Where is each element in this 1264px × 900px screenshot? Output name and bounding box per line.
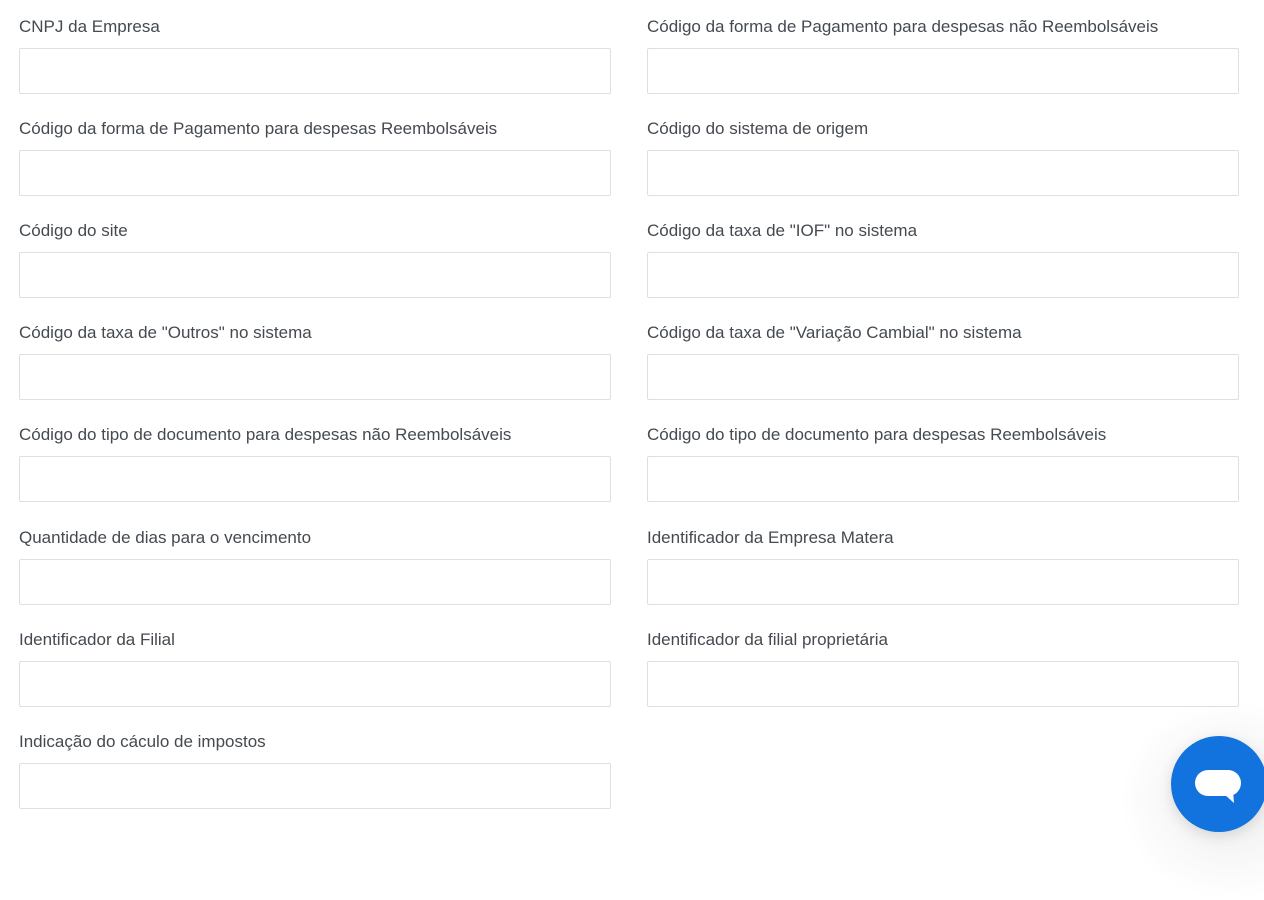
field-label: Código do tipo de documento para despesas Reembolsáveis <box>647 425 1107 444</box>
chat-widget-button[interactable] <box>1171 736 1264 832</box>
field-forma-pagamento-reembolsaveis <box>19 119 611 139</box>
codigo-site-input[interactable] <box>19 252 611 298</box>
forma-pagamento-reembolsaveis-input[interactable] <box>19 150 611 196</box>
filial-proprietaria-input[interactable] <box>647 661 1239 707</box>
field-label: Código da forma de Pagamento para despesas não Reembolsáveis <box>647 17 1159 36</box>
forma-pagamento-nao-reembolsaveis-input[interactable] <box>647 48 1239 94</box>
calculo-impostos-input[interactable] <box>19 763 611 809</box>
field-tipo-documento-reembolsaveis <box>647 425 1239 445</box>
chat-bubble-icon <box>1194 769 1242 805</box>
field-label: Identificador da filial proprietária <box>647 630 888 649</box>
field-tipo-documento-nao-reembolsaveis <box>19 425 611 445</box>
sistema-origem-input[interactable] <box>647 150 1239 196</box>
field-forma-pagamento-nao-reembolsaveis <box>647 17 1239 37</box>
field-label: Código do site <box>19 221 128 240</box>
field-taxa-iof <box>647 221 1239 241</box>
field-label: Quantidade de dias para o vencimento <box>19 528 312 547</box>
field-codigo-site <box>19 221 611 241</box>
identificador-filial-input[interactable] <box>19 661 611 707</box>
field-label: Código da taxa de "IOF" no sistema <box>647 221 918 240</box>
field-label: Identificador da Filial <box>19 630 175 649</box>
taxa-outros-input[interactable] <box>19 354 611 400</box>
taxa-variacao-cambial-input[interactable] <box>647 354 1239 400</box>
taxa-iof-input[interactable] <box>647 252 1239 298</box>
field-filial-proprietaria <box>647 630 1239 650</box>
empresa-matera-input[interactable] <box>647 559 1239 605</box>
field-dias-vencimento <box>19 528 611 548</box>
field-cnpj-empresa <box>19 17 611 37</box>
field-empresa-matera <box>647 528 1239 548</box>
dias-vencimento-input[interactable] <box>19 559 611 605</box>
field-sistema-origem <box>647 119 1239 139</box>
field-label: Indicação do cáculo de impostos <box>19 732 266 751</box>
field-calculo-impostos <box>19 732 611 752</box>
field-label: Código da taxa de "Variação Cambial" no sistema <box>647 323 1022 342</box>
field-label: CNPJ da Empresa <box>19 17 160 36</box>
field-identificador-filial <box>19 630 611 650</box>
cnpj-empresa-input[interactable] <box>19 48 611 94</box>
field-label: Código do tipo de documento para despesas não Reembolsáveis <box>19 425 512 444</box>
field-taxa-outros <box>19 323 611 343</box>
tipo-documento-reembolsaveis-input[interactable] <box>647 456 1239 502</box>
field-label: Identificador da Empresa Matera <box>647 528 894 547</box>
field-label: Código do sistema de origem <box>647 119 869 138</box>
tipo-documento-nao-reembolsaveis-input[interactable] <box>19 456 611 502</box>
field-taxa-variacao-cambial <box>647 323 1239 343</box>
field-label: Código da forma de Pagamento para despesas Reembolsáveis <box>19 119 498 138</box>
field-label: Código da taxa de "Outros" no sistema <box>19 323 312 342</box>
